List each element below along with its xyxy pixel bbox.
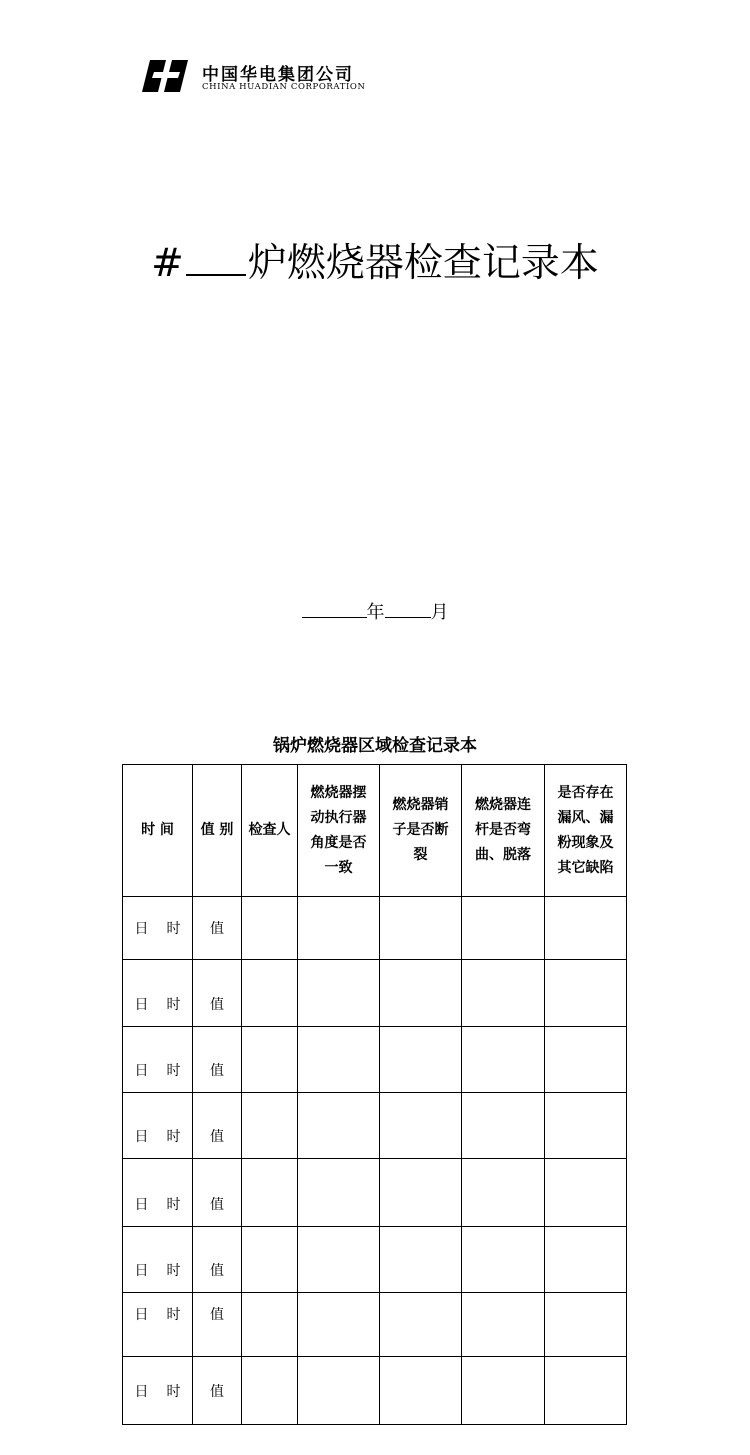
time-cell[interactable]: 日 时	[123, 1293, 193, 1357]
inspection-record-table	[122, 764, 627, 1425]
answer-cell[interactable]	[462, 960, 545, 1027]
answer-cell[interactable]	[380, 897, 462, 960]
huadian-logo-icon	[140, 58, 196, 94]
answer-cell[interactable]	[462, 1027, 545, 1093]
table-row	[123, 1093, 627, 1159]
year-blank[interactable]	[302, 601, 367, 618]
answer-cell[interactable]	[380, 1027, 462, 1093]
answer-cell[interactable]	[462, 1227, 545, 1293]
month-blank[interactable]	[385, 601, 431, 618]
answer-cell[interactable]	[545, 1027, 627, 1093]
answer-cell[interactable]	[298, 897, 380, 960]
answer-cell[interactable]	[462, 897, 545, 960]
title-prefix: #	[151, 241, 184, 286]
answer-cell[interactable]	[545, 1357, 627, 1425]
answer-cell[interactable]	[380, 1093, 462, 1159]
time-cell[interactable]: 日 时	[123, 1227, 193, 1293]
table-row	[123, 897, 627, 960]
table-header-row	[123, 765, 627, 897]
answer-cell[interactable]	[298, 1293, 380, 1357]
year-label: 年	[366, 602, 385, 623]
header-time: 时 间	[123, 765, 193, 897]
header-inspector: 检查人	[242, 765, 298, 897]
company-name-en: CHINA HUADIAN CORPORATION	[202, 82, 366, 92]
table-row	[123, 1357, 627, 1425]
answer-cell[interactable]	[462, 1293, 545, 1357]
answer-cell[interactable]	[298, 1093, 380, 1159]
title-main: 炉燃烧器检查记录本	[247, 241, 599, 286]
shift-cell[interactable]: 值	[193, 1093, 242, 1159]
table-row	[123, 1159, 627, 1227]
shift-cell[interactable]: 值	[193, 960, 242, 1027]
time-cell[interactable]: 日 时	[123, 1357, 193, 1425]
time-cell[interactable]: 日 时	[123, 960, 193, 1027]
inspector-cell[interactable]	[242, 960, 298, 1027]
answer-cell[interactable]	[462, 1357, 545, 1425]
answer-cell[interactable]	[462, 1159, 545, 1227]
table-row	[123, 1293, 627, 1357]
answer-cell[interactable]	[380, 960, 462, 1027]
answer-cell[interactable]	[298, 960, 380, 1027]
time-cell[interactable]: 日 时	[123, 1093, 193, 1159]
answer-cell[interactable]	[545, 897, 627, 960]
header-shift: 值 别	[193, 765, 242, 897]
company-logo	[140, 58, 380, 98]
answer-cell[interactable]	[380, 1227, 462, 1293]
answer-cell[interactable]	[545, 1227, 627, 1293]
answer-cell[interactable]	[380, 1159, 462, 1227]
inspector-cell[interactable]	[242, 897, 298, 960]
answer-cell[interactable]	[298, 1027, 380, 1093]
company-name-cn: 中国华电集团公司	[202, 65, 354, 85]
inspector-cell[interactable]	[242, 1357, 298, 1425]
table-row	[123, 1227, 627, 1293]
shift-cell[interactable]: 值	[193, 1357, 242, 1425]
inspector-cell[interactable]	[242, 1093, 298, 1159]
inspector-cell[interactable]	[242, 1159, 298, 1227]
answer-cell[interactable]	[545, 1293, 627, 1357]
inspector-cell[interactable]	[242, 1227, 298, 1293]
header-linkage-bent: 燃烧器连杆是否弯曲、脱落	[462, 765, 545, 897]
cover-title	[0, 232, 750, 288]
inspector-cell[interactable]	[242, 1027, 298, 1093]
answer-cell[interactable]	[545, 1093, 627, 1159]
shift-cell[interactable]: 值	[193, 1227, 242, 1293]
answer-cell[interactable]	[298, 1357, 380, 1425]
cover-date-line	[0, 598, 750, 624]
shift-cell[interactable]: 值	[193, 1293, 242, 1357]
header-pin-broken: 燃烧器销子是否断裂	[380, 765, 462, 897]
table-row	[123, 1027, 627, 1093]
shift-cell[interactable]: 值	[193, 1159, 242, 1227]
inspector-cell[interactable]	[242, 1293, 298, 1357]
furnace-number-blank[interactable]	[186, 244, 246, 276]
answer-cell[interactable]	[298, 1227, 380, 1293]
time-cell[interactable]: 日 时	[123, 897, 193, 960]
shift-cell[interactable]: 值	[193, 1027, 242, 1093]
month-label: 月	[430, 602, 449, 623]
table-row	[123, 960, 627, 1027]
answer-cell[interactable]	[380, 1293, 462, 1357]
answer-cell[interactable]	[298, 1159, 380, 1227]
answer-cell[interactable]	[462, 1093, 545, 1159]
answer-cell[interactable]	[380, 1357, 462, 1425]
time-cell[interactable]: 日 时	[123, 1027, 193, 1093]
shift-cell[interactable]: 值	[193, 897, 242, 960]
answer-cell[interactable]	[545, 960, 627, 1027]
form-title: 锅炉燃烧器区域检查记录本	[273, 736, 477, 756]
header-air-powder-leak: 是否存在漏风、漏粉现象及其它缺陷	[545, 765, 627, 897]
answer-cell[interactable]	[545, 1159, 627, 1227]
time-cell[interactable]: 日 时	[123, 1159, 193, 1227]
header-swing-actuator-angle: 燃烧器摆动执行器角度是否一致	[298, 765, 380, 897]
